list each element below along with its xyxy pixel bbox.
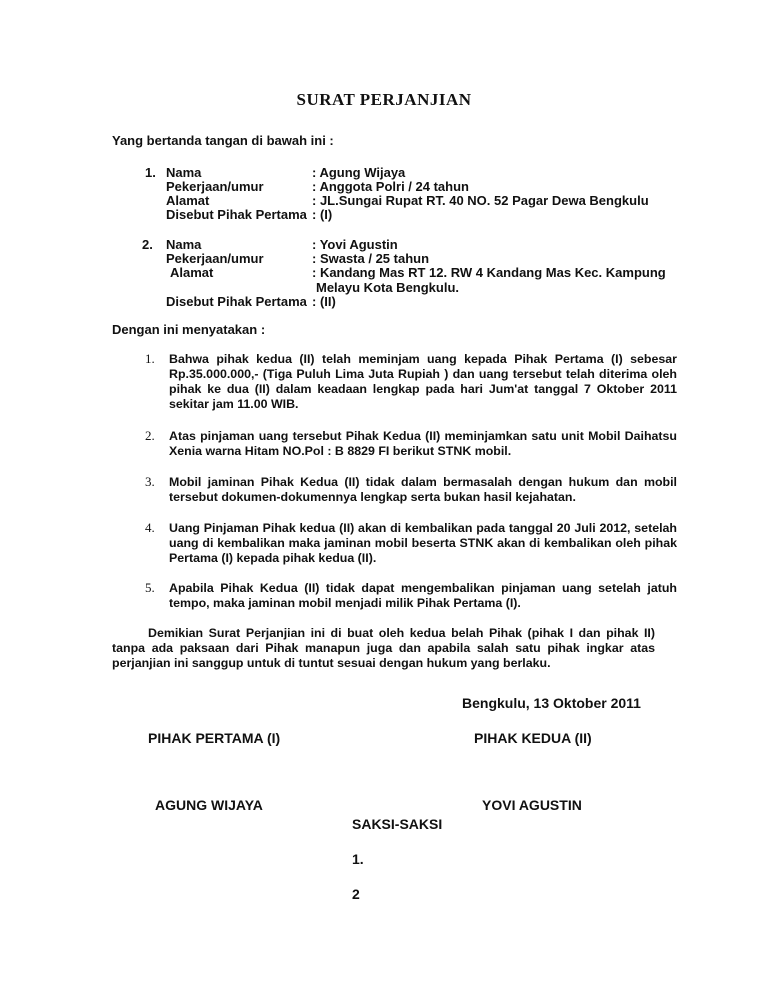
party-1-label-job: Pekerjaan/umur: [166, 179, 264, 194]
document-title: SURAT PERJANJIAN: [296, 90, 472, 109]
clause-4-number: 4.: [145, 520, 155, 535]
signature-right-name: YOVI AGUSTIN: [482, 797, 582, 813]
clause-4-text: Uang Pinjaman Pihak kedua (II) akan di kembalikan pada tanggal 20 Juli 2012, setelah uang di kembalikan maka jaminan mobil beserta STNK akan di kembalikan oleh pihak Pertama (I) kepada pihak kedua (II).: [169, 521, 677, 565]
clause-2-text: Atas pinjaman uang tersebut Pihak Kedua (II) meminjamkan satu unit Mobil Daihatsu Xenia warna Hitam NO.Pol : B 8829 FI berikut STNK mobil.: [169, 429, 677, 458]
clause-5-text: Apabila Pihak Kedua (II) tidak dapat mengembalikan pinjaman uang setelah jatuh tempo, maka jaminan mobil menjadi milik Pihak Pertama (I).: [169, 581, 677, 610]
witness-2-number: 2: [352, 886, 360, 902]
party-2-value-address: : Kandang Mas RT 12. RW 4 Kandang Mas Kec. Kampung: [312, 265, 666, 280]
signature-left-name: AGUNG WIJAYA: [155, 797, 263, 813]
party-2-label-role: Disebut Pihak Pertama: [166, 294, 307, 309]
party-1-number: 1.: [145, 165, 156, 180]
witnesses-heading: SAKSI-SAKSI: [352, 816, 443, 832]
signature-right-role: PIHAK KEDUA (II): [474, 730, 592, 746]
party-1-label-name: Nama: [166, 165, 202, 180]
signature-left-role: PIHAK PERTAMA (I): [148, 730, 281, 746]
party-2-value-address-cont: Melayu Kota Bengkulu.: [316, 280, 460, 295]
party-2-number: 2.: [142, 237, 153, 252]
party-2-label-address: Alamat: [170, 265, 214, 280]
party-1-label-role: Disebut Pihak Pertama: [166, 207, 307, 222]
statement-intro: Dengan ini menyatakan :: [112, 322, 266, 337]
clause-3-number: 3.: [145, 474, 155, 489]
clause-2-number: 2.: [145, 428, 155, 443]
party-1-value-job: : Anggota Polri / 24 tahun: [312, 179, 469, 194]
party-1-value-address: : JL.Sungai Rupat RT. 40 NO. 52 Pagar Dewa Bengkulu: [312, 193, 649, 208]
party-2-value-name: : Yovi Agustin: [312, 237, 398, 252]
clause-3-text: Mobil jaminan Pihak Kedua (II) tidak dalam bermasalah dengan hukum dan mobil tersebut dokumen-dokumennya lengkap serta bukan hasil kejahatan.: [169, 475, 677, 504]
witness-1-number: 1.: [352, 851, 364, 867]
place-date: Bengkulu, 13 Oktober 2011: [462, 695, 641, 711]
party-1-value-role: : (I): [312, 207, 333, 222]
party-2-value-role: : (II): [312, 294, 336, 309]
clause-1-text: Bahwa pihak kedua (II) telah meminjam uang kepada Pihak Pertama (I) sebesar Rp.35.000.000,- (Tiga Puluh Lima Juta Rupiah ) dan uang tersebut telah diterima oleh pihak ke dua (II) dalam keadaan lengkap pada hari Jum'at tanggal 7 Oktober 2011 sekitar jam 11.00 WIB.: [169, 352, 677, 411]
party-2-label-name: Nama: [166, 237, 202, 252]
intro-text: Yang bertanda tangan di bawah ini :: [112, 133, 334, 148]
party-2-label-job: Pekerjaan/umur: [166, 251, 264, 266]
party-1-label-address: Alamat: [166, 193, 210, 208]
party-1-value-name: : Agung Wijaya: [312, 165, 406, 180]
clause-1-number: 1.: [145, 351, 155, 366]
party-2-value-job: : Swasta / 25 tahun: [312, 251, 430, 266]
closing-paragraph: Demikian Surat Perjanjian ini di buat oleh kedua belah Pihak (pihak I dan pihak II) tanpa ada paksaan dari Pihak manapun juga dan apabila salah satu pihak ingkar atas perjanjian ini sanggup untuk di tuntut sesuai dengan hukum yang berlaku.: [112, 626, 655, 670]
clause-5-number: 5.: [145, 580, 155, 595]
